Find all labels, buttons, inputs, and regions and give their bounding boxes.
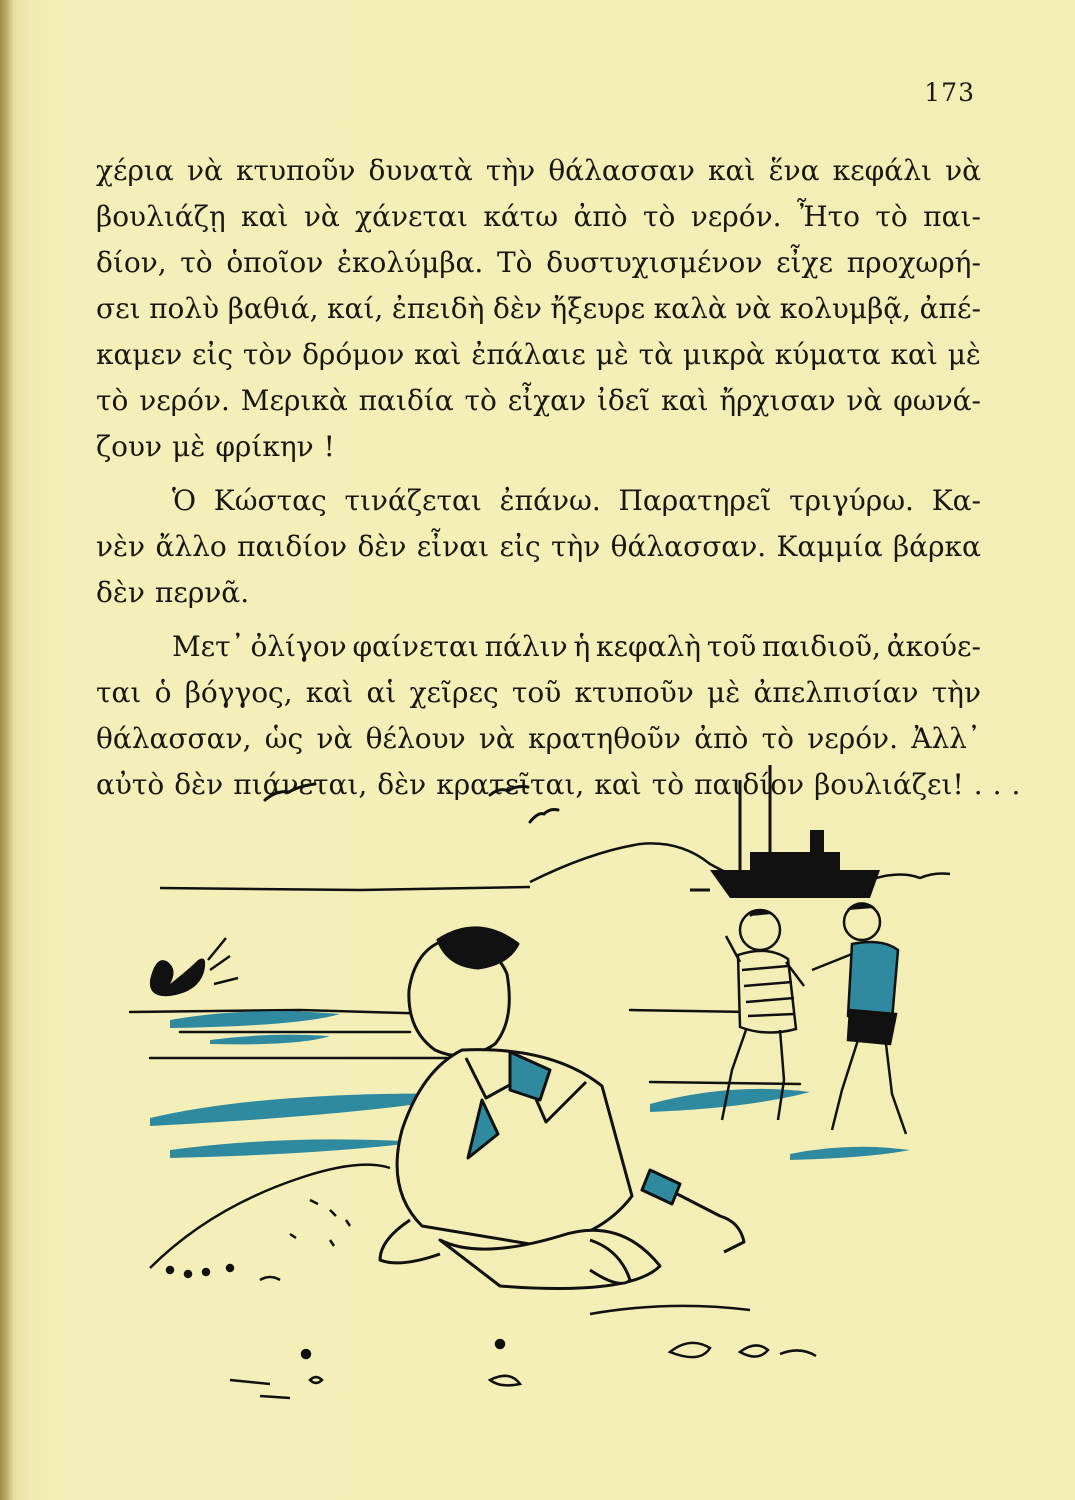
word: ἐκολύμβα. [336,246,484,279]
word: παιδιοῦ, [762,630,881,663]
word: κτυποῦν [236,154,356,187]
word: δυστυχισμένον [546,246,763,279]
word: ἕνα [768,154,820,187]
page-number: 173 [924,78,975,107]
word: καὶ [661,384,709,417]
word: βουλιάζῃ [96,200,226,233]
word: . [992,768,1002,801]
text-line [96,332,981,378]
word: ὡς [264,722,304,755]
word: ὀλίγον [250,630,347,663]
word: μὲ [172,430,206,463]
word: τὸ [761,722,794,755]
word: εἶχε [776,246,834,279]
word: ὁ [154,676,172,709]
text-line [96,286,981,332]
word: ἀπὸ [573,200,628,233]
word: βάρκα [892,530,981,563]
text-line [96,570,981,616]
word: Κώστας [213,484,327,517]
word: νερόν. [690,200,782,233]
word: ἤρχισαν [719,384,836,417]
spine-shadow [0,0,14,1500]
word: δίον, [96,246,167,279]
paragraph-1 [96,148,981,470]
word: τὸ [875,200,908,233]
word: τοῦ [706,630,757,663]
word: εἰς [499,530,541,563]
word: κύματα [774,338,881,371]
word: τὰ [638,338,674,371]
word: ἀπὸ [694,722,749,755]
word: ἀκούε- [886,630,981,663]
word: ἀπελπισίαν [753,676,919,709]
word: παι- [923,200,981,233]
word: καὶ [414,338,462,371]
word: μικρὰ [682,338,765,371]
word: νὰ [478,722,515,755]
ship-icon [690,765,880,898]
word: τὴν [551,530,601,563]
word: ἐπάνω. [499,484,601,517]
word: ζουν [96,430,163,463]
word: τὴν [931,676,981,709]
word: νὰ [316,722,353,755]
word: ἡ [573,630,591,663]
word: νὰ [846,384,883,417]
word: Μετ᾽ [172,630,245,663]
word: . [973,768,983,801]
word: Κα- [931,484,981,517]
word: πολὺ [149,292,220,325]
word: νὰ [735,292,772,325]
word: ἰδεῖ [596,384,651,417]
text-line [96,524,981,570]
word: νερόν. [139,384,230,417]
text-line [96,670,981,716]
word: δὲν [492,292,542,325]
text-line [96,478,981,524]
word: πιάνεται, [233,768,368,801]
drowning-child [150,938,238,996]
word: χάνεται [355,200,468,233]
word: κεφάλι [832,154,932,187]
word: καὶ [305,676,354,709]
text-line [96,148,981,194]
word: κολυμβᾷ, [779,292,912,325]
word: περνᾶ. [154,576,250,609]
word: μὲ [707,676,741,709]
word: τὸ [96,384,129,417]
word: ἀπέ- [919,292,981,325]
word: κτυποῦν [574,676,694,709]
word: ὁποῖον [226,246,324,279]
word: παιδίον [237,530,348,563]
word: δυνατὰ [368,154,473,187]
word: κάτω [483,200,559,233]
word: εἶχαν [507,384,587,417]
word: ! [323,430,335,463]
word: θάλασσαν [548,154,695,187]
word: καὶ [594,768,642,801]
word: ἐπάλαιε [471,338,586,371]
word: ἐπειδὴ [391,292,485,325]
word: ἄλλο [155,530,227,563]
word: τὸ [464,384,497,417]
word: παιδία [358,384,454,417]
word: βόγγος, [184,676,293,709]
word: προχωρή- [846,246,981,279]
word: τὸ [651,768,685,801]
word: καλὰ [653,292,727,325]
word: Ὁ [172,484,197,517]
word: χέρια [96,154,174,187]
word: νερόν. [807,722,898,755]
word: Μερικὰ [240,384,348,417]
word: τὸ [180,246,213,279]
word: εἰς [191,338,234,371]
word: Καμμία [776,530,883,563]
word: θάλασσαν, [96,722,252,755]
word: καὶ [890,338,938,371]
word: νὲν [96,530,146,563]
word: ται [96,676,142,709]
word: χεῖρες [409,676,499,709]
word: μὲ [947,338,981,371]
word: θέλουν [365,722,466,755]
word: φρίκην [215,430,314,463]
word: φαίνεται [352,630,479,663]
word: τὸ [643,200,676,233]
word: νὰ [303,200,340,233]
word: δὲν [174,768,224,801]
text-line [96,378,981,424]
word: τὴν [485,154,536,187]
word: μὲ [595,338,629,371]
text-line [96,240,981,286]
word: νὰ [945,154,981,187]
word: καί, [327,292,384,325]
word: φωνά- [893,384,981,417]
word: Ἦτο [796,200,861,233]
word: καὶ [241,200,289,233]
paragraph-2 [96,478,981,616]
seagulls [265,784,558,822]
word: δὲν [377,768,427,801]
word: ἤξευρε [550,292,646,325]
word: τὸν [242,338,293,371]
word: εἶναι [416,530,490,563]
word: Παρατηρεῖ [618,484,772,517]
beach-illustration [110,740,1000,1420]
word: πάλιν [484,630,568,663]
word: δρόμον [302,338,405,371]
word: τριγύρω. [789,484,914,517]
word: αἱ [366,676,397,709]
word: Ἀλλ᾽ [911,722,981,755]
word: δὲν [357,530,407,563]
word: δὲν [96,576,145,609]
text-line [96,624,981,670]
word: παιδίον [694,768,805,801]
word: βαθιά, [227,292,319,325]
text-line [96,194,981,240]
word: τινάζεται [344,484,482,517]
word: κεφαλὴ [596,630,702,663]
word: τοῦ [511,676,562,709]
text-line [96,424,981,470]
word: σει [96,292,141,325]
word: κρατηθοῦν [528,722,681,755]
word: καμεν [96,338,183,371]
word: νὰ [186,154,223,187]
word: καὶ [708,154,756,187]
word: θάλασσαν. [610,530,767,563]
body-text [96,148,1021,808]
word: αὐτὸ [96,768,165,801]
word: βουλιάζει! [814,768,964,801]
word: κρατεῖται, [436,768,585,801]
word: . [1011,768,1021,801]
word: Τὸ [497,246,533,279]
